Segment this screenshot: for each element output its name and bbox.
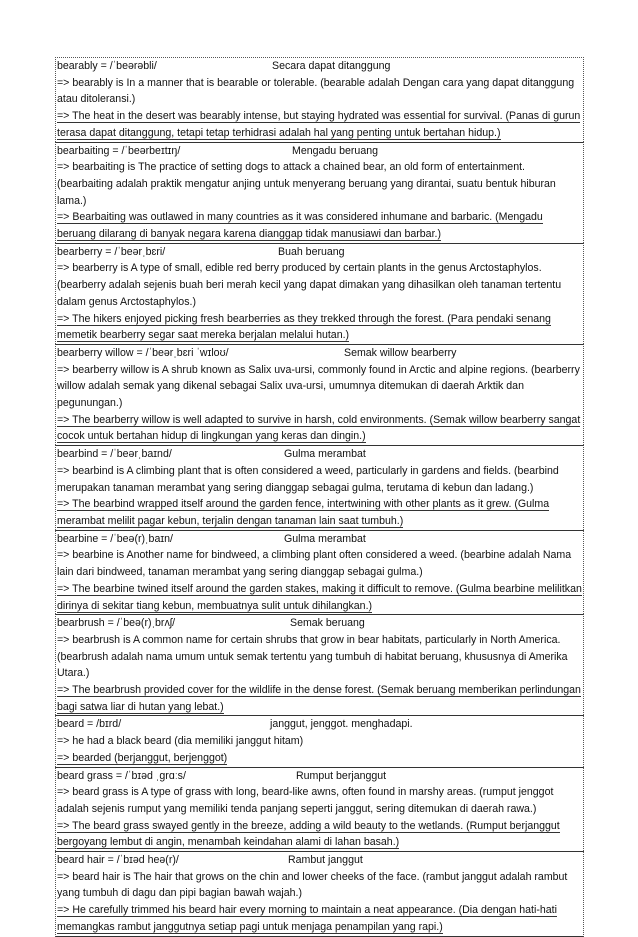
dictionary-document bbox=[55, 57, 584, 937]
dictionary-entry bbox=[55, 344, 584, 445]
entry-example-line bbox=[56, 463, 583, 496]
entry-text: => bearably is In a manner that is bearable or tolerable. (bearable adalah Dengan cara yang dapat ditanggung atau ditoleransi.) bbox=[57, 76, 575, 106]
headword-translation: Semak willow bearberry bbox=[344, 346, 457, 359]
headword: beard grass = /ˈbɪəd ˌɡrɑːs/ bbox=[57, 769, 186, 782]
entry-text: => bearbrush is A common name for certain shrubs that grow in bear habitats, particularly in North America. (bearbrush adalah nama umum untuk semak tertentu yang tumbuh di habitat beruang, khususnya di Amerika Utara.) bbox=[57, 633, 568, 680]
entry-example-line bbox=[56, 869, 583, 902]
entry-text: => The beard grass swayed gently in the breeze, adding a wild beauty to the wetlands. (Rumput berjanggut bergoyang lembut di angin, menambah keindahan alami di lahan basah.) bbox=[57, 819, 560, 849]
headword-translation: Gulma merambat bbox=[284, 532, 366, 545]
dictionary-entry bbox=[55, 767, 584, 852]
headword-translation: Secara dapat ditanggung bbox=[272, 60, 391, 72]
entry-example-line bbox=[56, 818, 583, 851]
entry-headword-line bbox=[56, 768, 583, 785]
entry-text: => beard hair is The hair that grows on the chin and lower cheeks of the face. (rambut janggut adalah rambut yang tumbuh di dagu dan pipi bagian bawah wajah.) bbox=[57, 870, 568, 900]
headword: beard hair = /ˈbɪəd heə(r)/ bbox=[57, 854, 179, 867]
dictionary-entry bbox=[55, 614, 584, 715]
entry-text: => bearbaiting is The practice of setting dogs to attack a chained bear, an old form of entertainment. (bearbaiting adalah praktik mengatur anjing untuk menyerang beruang yang dirantai, suatu bentuk hiburan lama.) bbox=[57, 161, 556, 207]
entry-text: => bearbine is Another name for bindweed, a climbing plant often considered a weed. (bearbine adalah Nama lain dari bindweed, tanaman merambat yang sering dianggap sebagai gulma.) bbox=[57, 549, 572, 579]
headword: bearably = /ˈbeərəbli/ bbox=[57, 60, 157, 72]
entry-headword-line bbox=[56, 852, 583, 869]
headword: beard = /bɪrd/ bbox=[57, 718, 122, 731]
headword-translation: Rambut janggut bbox=[288, 854, 363, 867]
entry-example-line bbox=[56, 750, 583, 767]
entry-headword-line bbox=[56, 143, 583, 160]
entry-text: => he had a black beard (dia memiliki janggut hitam) bbox=[57, 735, 304, 748]
entry-text: => The heat in the desert was bearably intense, but staying hydrated was essential for survival. (Panas di gurun terasa dapat ditanggung, tetapi tetap terhidrasi adalah hal yang penting untuk bertahan hidup.) bbox=[57, 110, 581, 139]
entry-example-line bbox=[56, 682, 583, 715]
headword-translation: Semak beruang bbox=[290, 617, 365, 630]
entry-headword-line bbox=[56, 58, 583, 75]
entry-text: => The bearbrush provided cover for the wildlife in the dense forest. (Semak beruang memberikan perlindungan bagi satwa liar di hutan yang lebat.) bbox=[57, 684, 581, 713]
headword-translation: Rumput berjanggut bbox=[296, 769, 387, 782]
headword-translation: Buah beruang bbox=[278, 245, 345, 258]
entry-text: => The hikers enjoyed picking fresh bearberries as they trekked through the forest. (Para pendaki senang memetik bearberry segar saat mereka berjalan melalui hutan.) bbox=[57, 312, 551, 342]
entry-headword-line bbox=[56, 531, 583, 548]
dictionary-entry bbox=[55, 57, 584, 142]
entry-text: => bearded (berjanggut, berjenggot) bbox=[57, 751, 228, 764]
entry-example-line bbox=[56, 581, 583, 614]
entry-example-line bbox=[56, 75, 583, 108]
entry-text: => The bearbine twined itself around the garden stakes, making it difficult to remove. (Gulma bearbine melilitkan dirinya di sekitar tiang kebun, membuatnya sulit untuk dihilangkan.) bbox=[57, 582, 582, 612]
entry-headword-line bbox=[56, 446, 583, 463]
dictionary-entry bbox=[55, 142, 584, 243]
entry-example-line bbox=[56, 733, 583, 750]
entry-text: => Bearbaiting was outlawed in many countries as it was considered inhumane and barbaric. (Mengadu beruang dilarang di banyak negara karena dianggap tidak manusiawi dan barbar.) bbox=[57, 211, 543, 241]
headword: bearberry willow = /ˈbeərˌbɛri ˈwɪloʊ/ bbox=[57, 346, 229, 359]
headword: bearbaiting = /ˈbeərbeɪtɪŋ/ bbox=[57, 144, 181, 157]
headword-translation: Gulma merambat bbox=[284, 448, 366, 461]
entry-text: => The bearberry willow is well adapted to survive in harsh, cold environments. (Semak willow bearberry sangat cocok untuk bertahan hidup di lingkungan yang keras dan dingin.) bbox=[57, 413, 581, 443]
entry-headword-line bbox=[56, 244, 583, 261]
entry-example-line bbox=[56, 902, 583, 935]
headword-translation: Mengadu beruang bbox=[292, 144, 378, 157]
entry-example-line bbox=[56, 209, 583, 242]
entry-example-line bbox=[56, 547, 583, 580]
headword-translation: janggut, jenggot. menghadapi. bbox=[270, 718, 413, 731]
entry-example-line bbox=[56, 632, 583, 682]
entry-text: => bearberry willow is A shrub known as Salix uva-ursi, commonly found in Arctic and alpine regions. (bearberry willow adalah semak yang dikenal sebagai Salix uva-ursi, umumnya ditemukan di daerah Arktik dan pegunungan.) bbox=[57, 363, 580, 410]
headword: bearberry = /ˈbeərˌbɛri/ bbox=[57, 245, 166, 258]
entry-example-line bbox=[56, 412, 583, 445]
entry-headword-line bbox=[56, 716, 583, 733]
entry-example-line bbox=[56, 159, 583, 209]
entry-example-line bbox=[56, 108, 583, 141]
headword: bearbine = /ˈbeə(r)ˌbaɪn/ bbox=[57, 532, 173, 545]
headword: bearbrush = /ˈbeə(r)ˌbrʌʃ/ bbox=[57, 617, 176, 630]
entry-text: => He carefully trimmed his beard hair every morning to maintain a neat appearance. (Dia dengan hati-hati memangkas rambut janggutnya setiap pagi untuk menjaga penampilan yang rapi.) bbox=[57, 904, 557, 933]
entry-text: => bearberry is A type of small, edible red berry produced by certain plants in the genus Arctostaphylos. (bearberry adalah sejenis buah beri merah kecil yang dapat dimakan yang dihasilkan oleh tanaman tertentu dalam genus Arctostaphylos.) bbox=[57, 262, 562, 308]
entry-headword-line bbox=[56, 345, 583, 362]
entry-example-line bbox=[56, 362, 583, 412]
entry-text: => bearbind is A climbing plant that is often considered a weed, particularly in gardens and fields. (bearbind merupakan tanaman merambat yang sering dianggap sebagai gulma, terutama di kebun dan ladang.) bbox=[57, 464, 559, 494]
headword: bearbind = /ˈbeərˌbaɪnd/ bbox=[57, 448, 172, 461]
entry-example-line bbox=[56, 260, 583, 310]
entry-text: => beard grass is A type of grass with long, beard-like awns, often found in marshy areas. (rumput jenggot adalah sejenis rumput yang memiliki tenda panjang seperti janggut, sering ditemukan di daerah rawa.) bbox=[57, 786, 554, 815]
entry-headword-line bbox=[56, 615, 583, 632]
dictionary-entry bbox=[55, 715, 584, 766]
dictionary-entry bbox=[55, 243, 584, 344]
entry-text: => The bearbind wrapped itself around the garden fence, intertwining with other plants as it grew. (Gulma merambat melilit pagar kebun, terjalin dengan tanaman lain saat tumbuh.) bbox=[57, 498, 550, 527]
entry-example-line bbox=[56, 311, 583, 344]
dictionary-entry bbox=[55, 445, 584, 530]
dictionary-entry bbox=[55, 530, 584, 615]
entry-example-line bbox=[56, 784, 583, 817]
entry-example-line bbox=[56, 496, 583, 529]
dictionary-entry bbox=[55, 851, 584, 937]
